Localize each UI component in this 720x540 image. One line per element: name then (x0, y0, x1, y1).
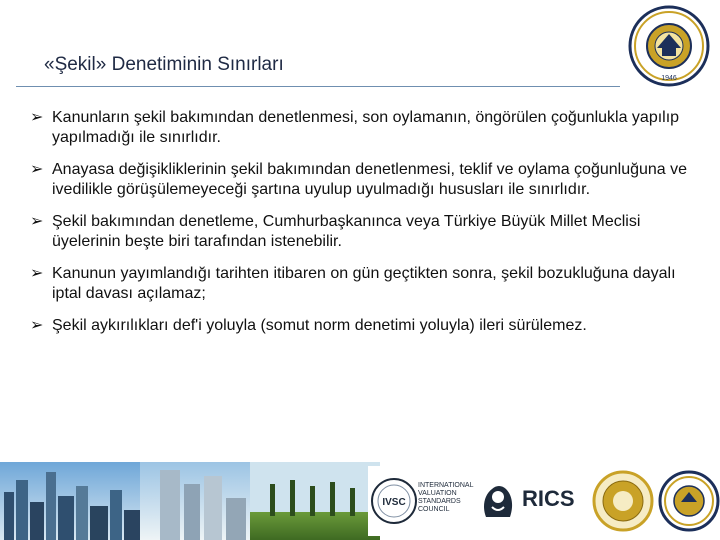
arrow-bullet-icon: ➢ (30, 213, 44, 230)
ivsc-logo (368, 466, 474, 536)
ivsc-caption-line: INTERNATIONAL (418, 482, 474, 489)
slide-title: «Şekil» Denetiminin Sınırları (44, 54, 284, 75)
arrow-bullet-icon: ➢ (30, 317, 44, 334)
bullet-item (30, 264, 690, 304)
ivsc-caption-line: STANDARDS (418, 498, 461, 505)
partner-logos (364, 462, 720, 540)
university-seal-logo (624, 4, 714, 88)
rics-logo (474, 466, 584, 536)
bullet-text: Şekil aykırılıkları def'i yoluyla (somut norm denetimi yoluyla) ileri sürülemez. (52, 317, 587, 334)
arrow-bullet-icon: ➢ (30, 265, 44, 282)
arrow-bullet-icon: ➢ (30, 109, 44, 126)
svg-text:1946: 1946 (661, 75, 677, 82)
bullet-text: Kanunun yayımlandığı tarihten itibaren on gün geçtikten sonra, şekil bozukluğuna dayalı iptal davası açılamaz; (52, 265, 676, 302)
gold-seal-logo (592, 468, 654, 534)
bullet-text: Anayasa değişikliklerinin şekil bakımından denetlenmesi, teklif ve oylama çoğunluğuna ve ivedilikle görüşülemeyeceği şartına uyulup uyulmadığı hususları ile sınırlıdır. (52, 161, 688, 198)
university-seal-logo (658, 466, 720, 536)
title-divider (16, 86, 620, 87)
bullet-list (30, 108, 690, 348)
bullet-item (30, 316, 690, 336)
arrow-bullet-icon: ➢ (30, 161, 44, 178)
ivsc-emblem-icon (370, 477, 418, 525)
rics-wordmark: RICS (522, 486, 575, 511)
ivsc-caption (418, 482, 474, 514)
lion-crest-icon (478, 477, 518, 525)
ivsc-caption-line: VALUATION (418, 490, 457, 497)
bullet-text: Şekil bakımından denetleme, Cumhurbaşkanınca veya Türkiye Büyük Millet Meclisi üyelerinin beşte biri tarafından istenebilir. (52, 213, 641, 250)
bullet-item (30, 160, 690, 200)
bullet-item (30, 212, 690, 252)
bullet-text: Kanunların şekil bakımından denetlenmesi, son oylamanın, öngörülen çoğunlukla yapılıp yapılmadığı ile sınırlıdır. (52, 109, 680, 146)
ivsc-caption-line: COUNCIL (418, 506, 450, 513)
svg-text:IVSC: IVSC (382, 497, 406, 508)
city-skyline-image (0, 462, 380, 540)
bullet-item (30, 108, 690, 148)
